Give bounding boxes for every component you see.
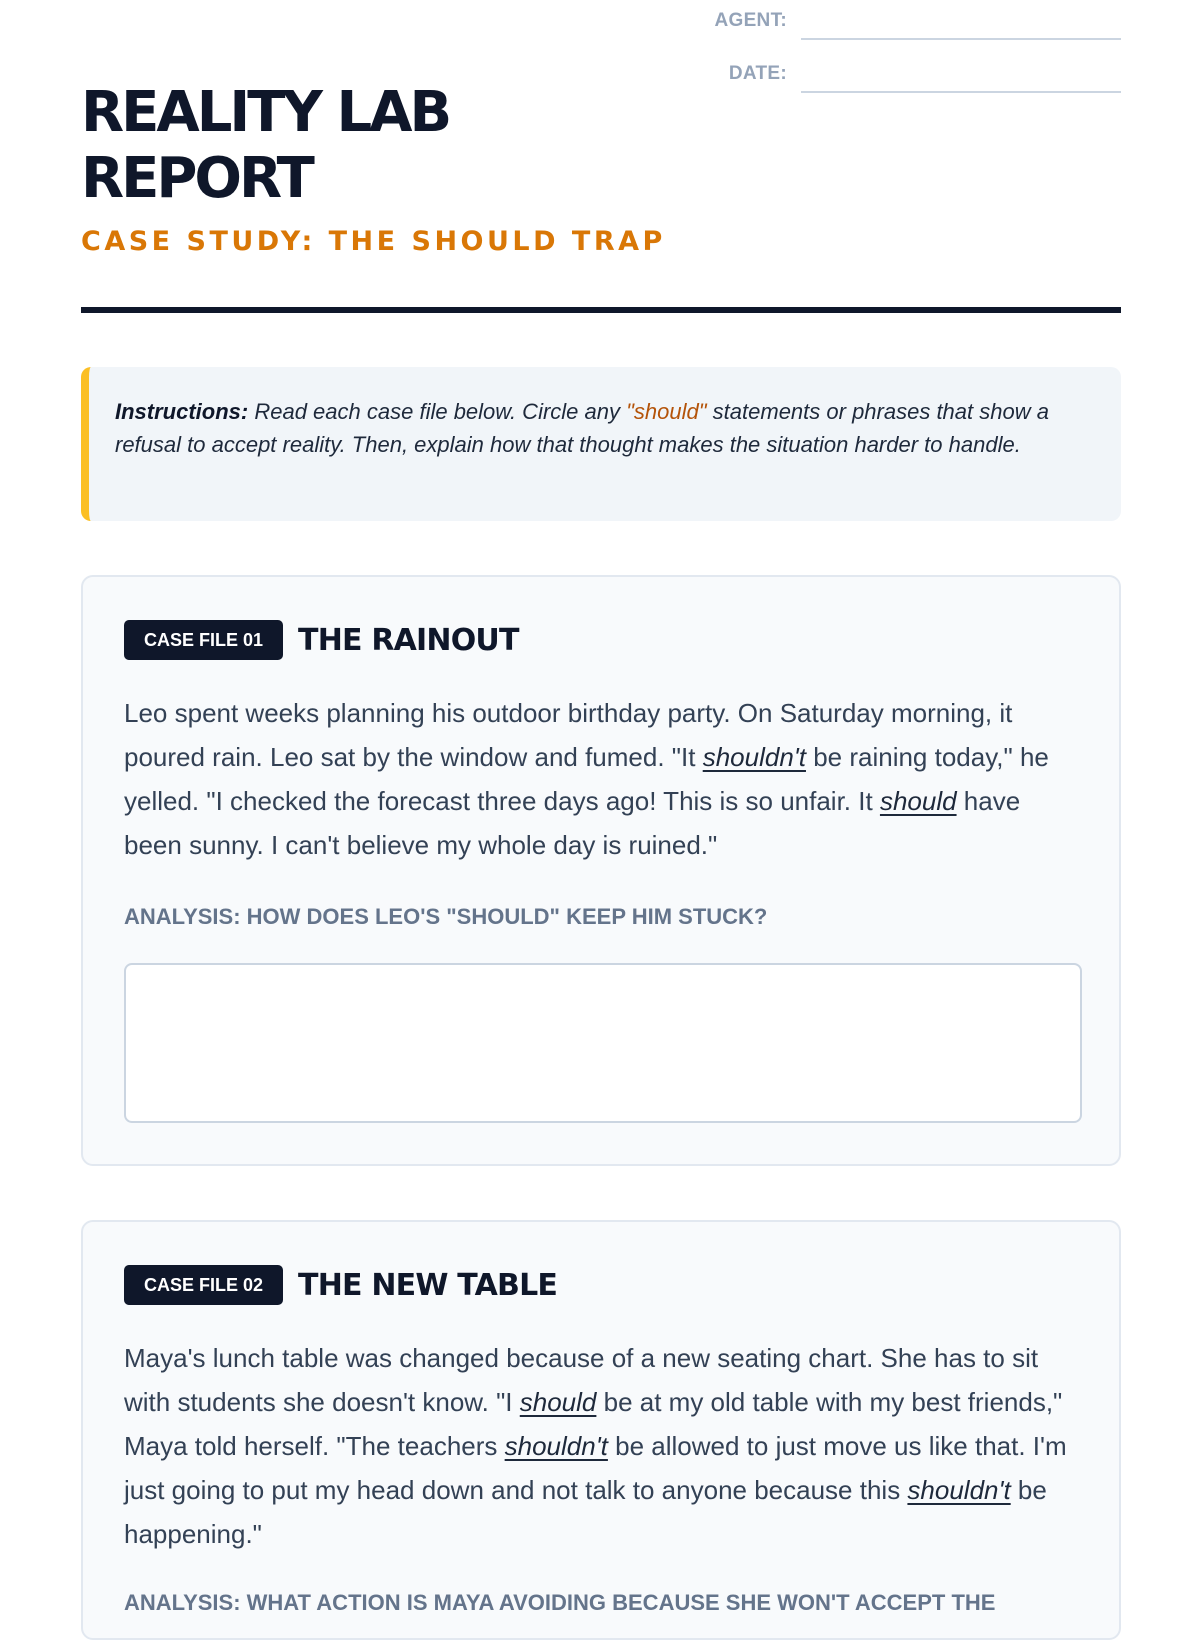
instructions-highlight: "should" [626, 399, 707, 424]
should-phrase[interactable]: shouldn't [907, 1475, 1011, 1505]
should-phrase[interactable]: should [879, 786, 957, 816]
agent-label: AGENT: [714, 10, 787, 31]
story-text: be happening." [124, 1475, 1047, 1549]
case-file-badge: CASE FILE 02 [124, 1265, 283, 1305]
case-story [124, 691, 1084, 867]
analysis-answer-box[interactable] [124, 963, 1082, 1123]
case-file-card [81, 575, 1121, 1166]
story-text: be at my old table with my best friends," Maya told herself. "The teachers [124, 1387, 1063, 1461]
date-label: DATE: [728, 63, 787, 84]
date-input-line[interactable] [801, 91, 1121, 93]
analysis-prompt: ANALYSIS: WHAT ACTION IS MAYA AVOIDING BECAUSE SHE WON'T ACCEPT THE [124, 1590, 996, 1615]
report-header [81, 80, 1121, 320]
case-file-header [124, 1265, 557, 1305]
analysis-prompt: ANALYSIS: HOW DOES LEO'S "SHOULD" KEEP HIM STUCK? [124, 904, 768, 929]
header-divider [81, 307, 1121, 313]
agent-input-line[interactable] [801, 38, 1121, 40]
should-phrase[interactable]: shouldn't [702, 742, 806, 772]
case-file-title: THE RAINOUT [298, 622, 519, 658]
page-subtitle: CASE STUDY: THE SHOULD TRAP [81, 226, 666, 257]
page-title: REALITY LAB REPORT [81, 80, 450, 211]
should-phrase[interactable]: should [519, 1387, 597, 1417]
story-text: Maya's lunch table was changed because of a new seating chart. She has to sit with students she doesn't know. "I [124, 1343, 1039, 1417]
story-text: Leo spent weeks planning his outdoor birthday party. On Saturday morning, it poured rain. Leo sat by the window and fumed. "It [124, 698, 1013, 772]
story-text: be allowed to just move us like that. I'm just going to put my head down and not talk to anyone because this [124, 1431, 1067, 1505]
case-story [124, 1336, 1084, 1556]
case-file-card [81, 1220, 1121, 1640]
case-file-badge: CASE FILE 01 [124, 620, 283, 660]
agent-field[interactable] [600, 4, 1120, 44]
case-file-title: THE NEW TABLE [298, 1267, 558, 1303]
instructions-text-2: statements or phrases that show a refusal to accept reality. Then, explain how that thought makes the situation harder to handle. [115, 399, 1049, 457]
should-phrase[interactable]: shouldn't [504, 1431, 608, 1461]
instructions-lead: Instructions: [115, 399, 249, 424]
story-text: have been sunny. I can't believe my whole day is ruined." [124, 786, 1021, 860]
case-file-header [124, 620, 519, 660]
instructions-box [81, 367, 1121, 521]
date-field[interactable] [600, 57, 1120, 97]
instructions-text-1: Read each case file below. Circle any [248, 399, 627, 424]
story-text: be raining today," he yelled. "I checked the forecast three days ago! This is so unfair. It [124, 742, 1049, 816]
